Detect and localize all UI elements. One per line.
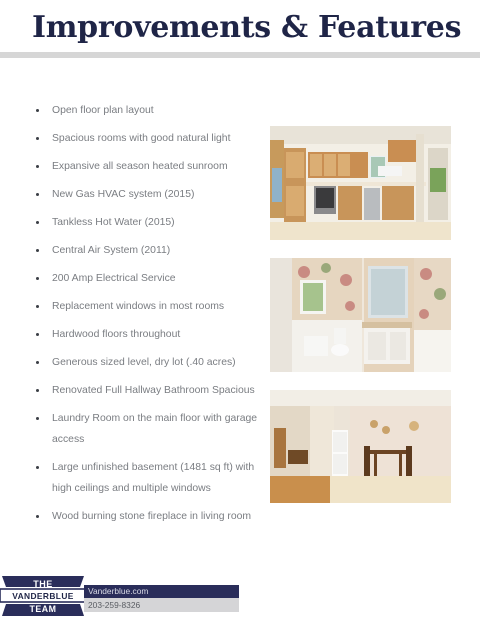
website-link[interactable]: Vanderblue.com: [84, 585, 239, 598]
phone-number: 203-259-8326: [84, 598, 239, 612]
list-item: Central Air System (2011): [36, 240, 268, 261]
team-logo: [0, 574, 86, 618]
list-item: Hardwood floors throughout: [36, 324, 268, 345]
list-item: New Gas HVAC system (2015): [36, 184, 268, 205]
list-item: Wood burning stone fireplace in living room: [36, 506, 268, 527]
logo-text-bottom: TEAM: [29, 604, 57, 614]
list-item: 200 Amp Electrical Service: [36, 268, 268, 289]
list-item: Renovated Full Hallway Bathroom Spacious: [36, 380, 268, 401]
list-item: Laundry Room on the main floor with garage access: [36, 408, 268, 450]
kitchen-photo: [270, 126, 451, 240]
dining-photo: [270, 390, 451, 503]
list-item: Spacious rooms with good natural light: [36, 128, 268, 149]
bathroom-photo: [270, 258, 451, 372]
list-item: Generous sized level, dry lot (.40 acres): [36, 352, 268, 373]
list-item: Replacement windows in most rooms: [36, 296, 268, 317]
feature-list: [36, 100, 268, 534]
list-item: Tankless Hot Water (2015): [36, 212, 268, 233]
list-item: Large unfinished basement (1481 sq ft) with high ceilings and multiple windows: [36, 457, 268, 499]
logo-text-top: THE: [33, 579, 53, 589]
page-title: Improvements & Features: [32, 10, 462, 45]
title-divider: [0, 52, 480, 58]
list-item: Expansive all season heated sunroom: [36, 156, 268, 177]
list-item: Open floor plan layout: [36, 100, 268, 121]
logo-text-middle: VANDERBLUE: [12, 591, 74, 601]
